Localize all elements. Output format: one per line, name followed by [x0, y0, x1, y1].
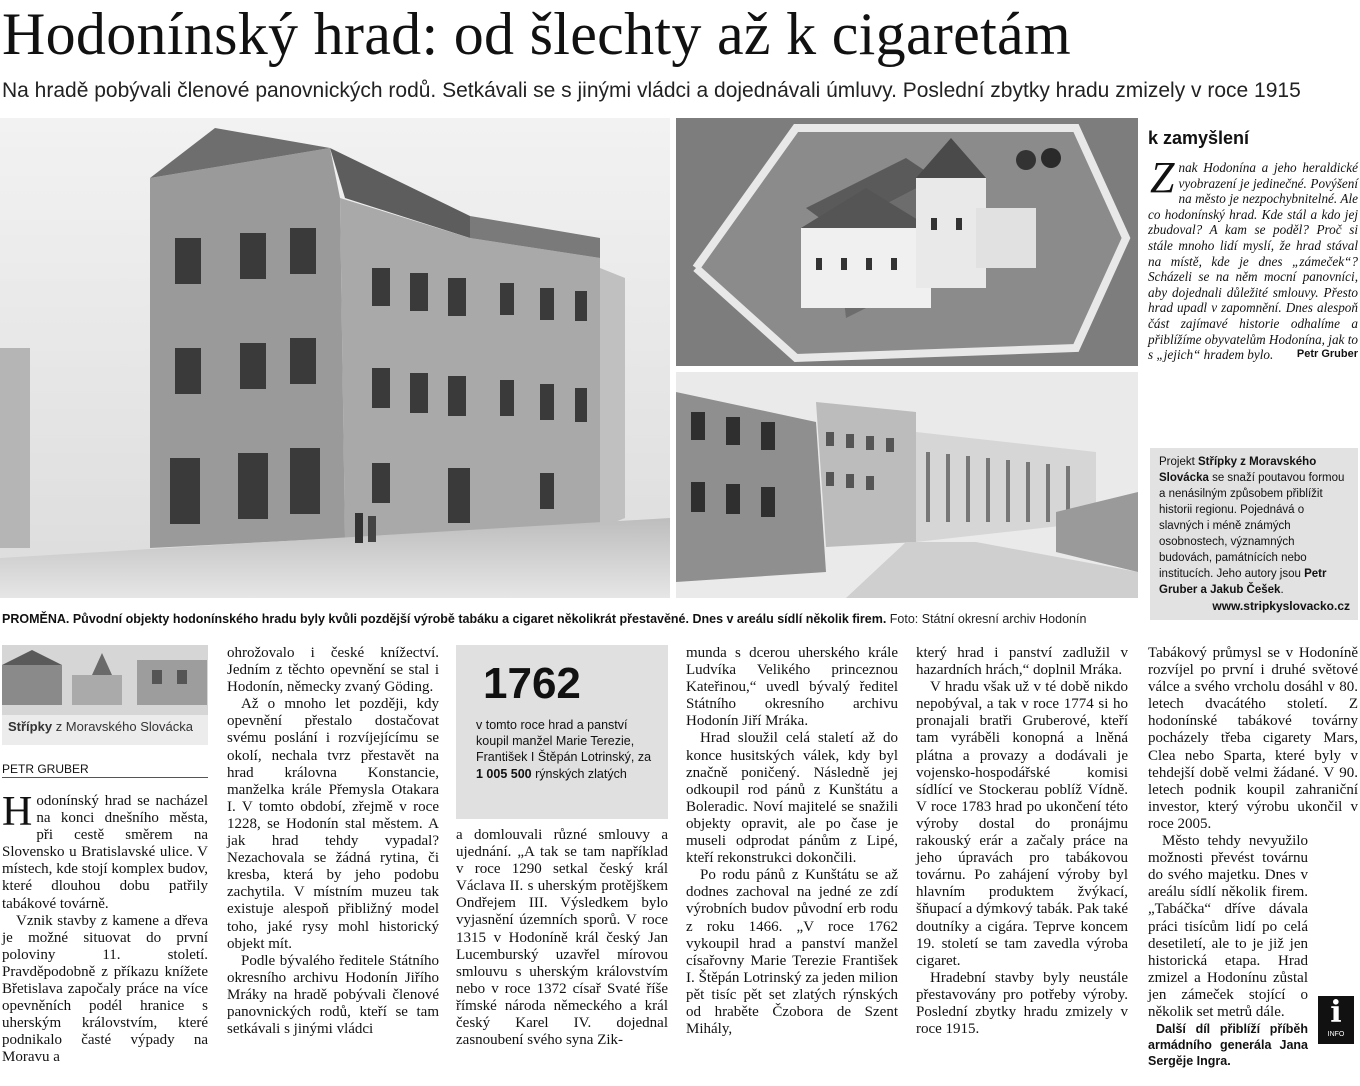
col4-paragraph-2: Hrad sloužil celá staletí až do konce husitských válek, kdy byl značně poničený. Následně jej odkoupil rod pánů z Kunštátu a Boleradic. Noví majitelé se snažili objekty opravit, ale po čase je museli odprodat pánům z Lipé, kteří rekonstrukci dokončili.: [686, 730, 898, 867]
aside-heading: k zamyšlení: [1148, 128, 1250, 148]
article-column-5: [916, 645, 1128, 1038]
aside-author: Petr Gruber: [1296, 348, 1358, 361]
col1-paragraph-2: Vznik stavby z kamene a dřeva je možné situovat do první poloviny 11. století. Pravděpodobně z příkazu knížete Břetislava započaly práce na více opevněních podél hranice s uherským královstvím, které podnikalo časté výpady na Moravu a: [2, 912, 208, 1066]
byline: PETR GRUBER: [2, 762, 208, 778]
col6-paragraph-2: Město tehdy nevyužilo možnosti převést továrnu do svého majetku. Dnes v areálu sídlí několik firem. „Tabáčka“ dříve dávala práci tisícům lidí po celá desetiletí, ale to je již jen historická etapa. Hrad zmizel a Hodonínu zůstal jen zámeček stojící o několik set metrů dále.: [1148, 833, 1308, 1020]
project-authors: Petr Gruber a Jakub Češek: [1159, 568, 1327, 596]
col6-paragraph-1: Tabákový průmysl se v Hodoníně rozvíjel po první i druhé světové válce a svého vrcholu dosáhl v 80. letech dvacátého století. Z hodonínské tabákové továrny pocházely třeba cigarety Mars, Clea nebo Sparta, které byly v tehdejší době velmi žádané. V 90. letech podnik koupil zahraniční investor, který výrobu ukončil v roce 2005.: [1148, 645, 1358, 832]
project-info-box: [1150, 448, 1358, 620]
fact-text: v tomto roce hrad a panství koupil manžel Marie Terezie, František I Štěpán Lotrinský, za 1 005 500 rýnských zlatých: [476, 718, 652, 781]
info-icon: [1318, 996, 1354, 1044]
project-text-3: .: [1280, 584, 1284, 596]
project-name: Střípky z Moravského Slovácka: [1159, 456, 1317, 484]
caption-text: Původní objekty hodonínského hradu byly kvůli pozdější výrobě tabáku a cigaret několikrát přestavěné. Dnes v areálu sídlí několik firem.: [69, 612, 887, 626]
article-column-1: [2, 789, 208, 1067]
photo-castle-model: [676, 118, 1138, 366]
aside-body: nak Hodonína a jeho heraldické vyobrazení je jedinečné. Povýšení na město je nezpochybnitelné. Ale co hodonínský hrad. Kde stál a kdo jej zbudoval? A kam se poděl? Proč si stále mnoho lidí myslí, že hrad stával na místě, kde je dnes „zámeček“? Scházeli se na něm mocní panovníci, aby dojednali důležité smlouvy. Přesto hrad upadl v zapomnění. Dnes alespoň část zajímavé historie odhalíme a přiblížíme obyvatelům Hodonína, jak to s „jejich“ hradem bylo.: [1148, 160, 1358, 363]
fact-box: [456, 645, 668, 819]
headline: Hodonínský hrad: od šlechty až k cigaretám: [2, 1, 1071, 67]
article-drop-cap: H: [2, 789, 33, 835]
col5-paragraph-1: který hrad i panství zadlužil v hazardních hrách,“ doplnil Mráka.: [916, 645, 1128, 679]
col5-paragraph-3: Hradební stavby byly neustále přestavovány pro potřeby výroby. Poslední zbytky hradu zmizely v roce 1915.: [916, 969, 1128, 1038]
article-column-3: [456, 827, 668, 1049]
aside-drop-cap: Z: [1150, 153, 1175, 202]
project-text-1: Projekt: [1159, 456, 1198, 468]
photo-street-view: [676, 372, 1138, 598]
article-column-4: [686, 645, 898, 1038]
photo-castle-building: [0, 118, 670, 598]
project-url: www.stripkyslovacko.cz: [1212, 599, 1350, 613]
col1-paragraph-1: Hodonínský hrad se nacházel na konci dnešního města, při cestě směrem na Slovensko u Bratislavské ulice. V místech, kde stojí komplex budov, které dlouhou dobu patřily tabákové továrně.: [2, 789, 208, 912]
series-logo-text: Střípky z Moravského Slovácka: [8, 719, 193, 734]
col2-paragraph-2: Až o mnoho let později, kdy opevnění přestalo dostačovat svému poslání i rozvíjejícímu se okolí, nechala tvrz přestavět na hrad královna Konstancie, manželka krále Přemysla Otakara I. V tomto období, zřejmě v roce 1228, se Hodonín stal městem. A jak hrad tehdy vypadal? Nezachovala se žádná rytina, či kresba, která by jeho podobu zachytila. V místním muzeu tak existuje alespoň přibližný model toho, jaké rysy mohl historický objekt mít.: [227, 696, 439, 952]
photo-caption: [2, 610, 1132, 628]
article-column-2: [227, 645, 439, 1038]
fact-amount: 1 005 500: [476, 766, 532, 781]
col2-paragraph-3: Podle bývalého ředitele Státního okresního archivu Hodonín Jiřího Mráky na hradě pobývali členové panovnických rodů, kteří se tam setkávali s jinými vládci: [227, 952, 439, 1038]
aside-text: [1148, 153, 1358, 363]
col4-paragraph-3: Po rodu pánů z Kunštátu se až dodnes zachoval na jedné ze zdí výrobních budov původní erb rodu z roku 1466. „V roce 1762 vykoupil hrad a panství manžel císařovny Marie Terezie František I. Štěpán Lotrinský za jeden milion pět tisíc pět set zlatých rýnských od hraběte Čzobora de Szent Mihály,: [686, 867, 898, 1038]
col2-paragraph-1: ohrožovalo i české knížectví. Jedním z těchto opevnění se stal i Hodonín, německy zvaný Göding.: [227, 645, 439, 696]
series-logo: [2, 645, 208, 745]
col5-paragraph-2: V hradu však už v té době nikdo nepobýval, a tak v roce 1774 si ho pronajali bratři Gruberové, kteří tam vyráběli konopná a lněná plátna a provazy a dodávali je vojensko-hospodářské komisi sídlící ve Stockerau poblíž Vídně. V roce 1783 hrad po ukončení této výroby dostal do pronájmu rakouský erár a začaly práce na jeho úpravách pro tabákovou továrnu. Po zahájení výroby byl hlavním produktem žvýkací, šňupací a dýmkový tabák. Pak také doutníky a cigára. Teprve koncem 19. století se tam zavedla výroba cigaret.: [916, 679, 1128, 969]
series-logo-image: [2, 645, 208, 715]
subheadline: Na hradě pobývali členové panovnických rodů. Setkávali se s jinými vládci a dojednávali úmluvy. Poslední zbytky hradu zmizely v roce 1915: [2, 79, 1301, 102]
fact-year: 1762: [483, 659, 581, 708]
info-icon-glyph: i: [1330, 995, 1342, 1030]
caption-credit: Foto: Státní okresní archiv Hodonín: [886, 612, 1087, 626]
col4-paragraph-1: munda s dcerou uherského krále Ludvíka Velikého princeznou Kateřinou,“ uvedl bývalý ředitel Státního okresního archivu Hodonín Jiří Mráka.: [686, 645, 898, 730]
next-part-teaser: Další díl přiblíží příběh armádního generála Jana Sergěje Ingra.: [1148, 1022, 1308, 1069]
info-icon-label: INFO: [1327, 1031, 1345, 1038]
caption-lead: PROMĚNA.: [2, 612, 70, 626]
project-text-2: se snaží poutavou formou a nenásilným způsobem přiblížit historii regionu. Pojednává o slavných i méně známých osobnostech, významných budovách, památnících nebo institucích. Jeho autory jsou: [1159, 472, 1345, 580]
col3-paragraph-1: a domlouvali různé smlouvy a ujednání. „A tak se tam například v roce 1290 setkal český král Václava II. s uherským protějškem Ondřejem III. Výsledkem bylo vyjasnění územních sporů. V roce 1315 v Hodoníně král český Jan Lucemburský uzavřel mírovou smlouvu s uherským královstvím nebo v roce 1372 císař Svaté říše římské národa německého a král český Karel IV. dojednal zasnoubení svého syna Zik-: [456, 827, 668, 1049]
